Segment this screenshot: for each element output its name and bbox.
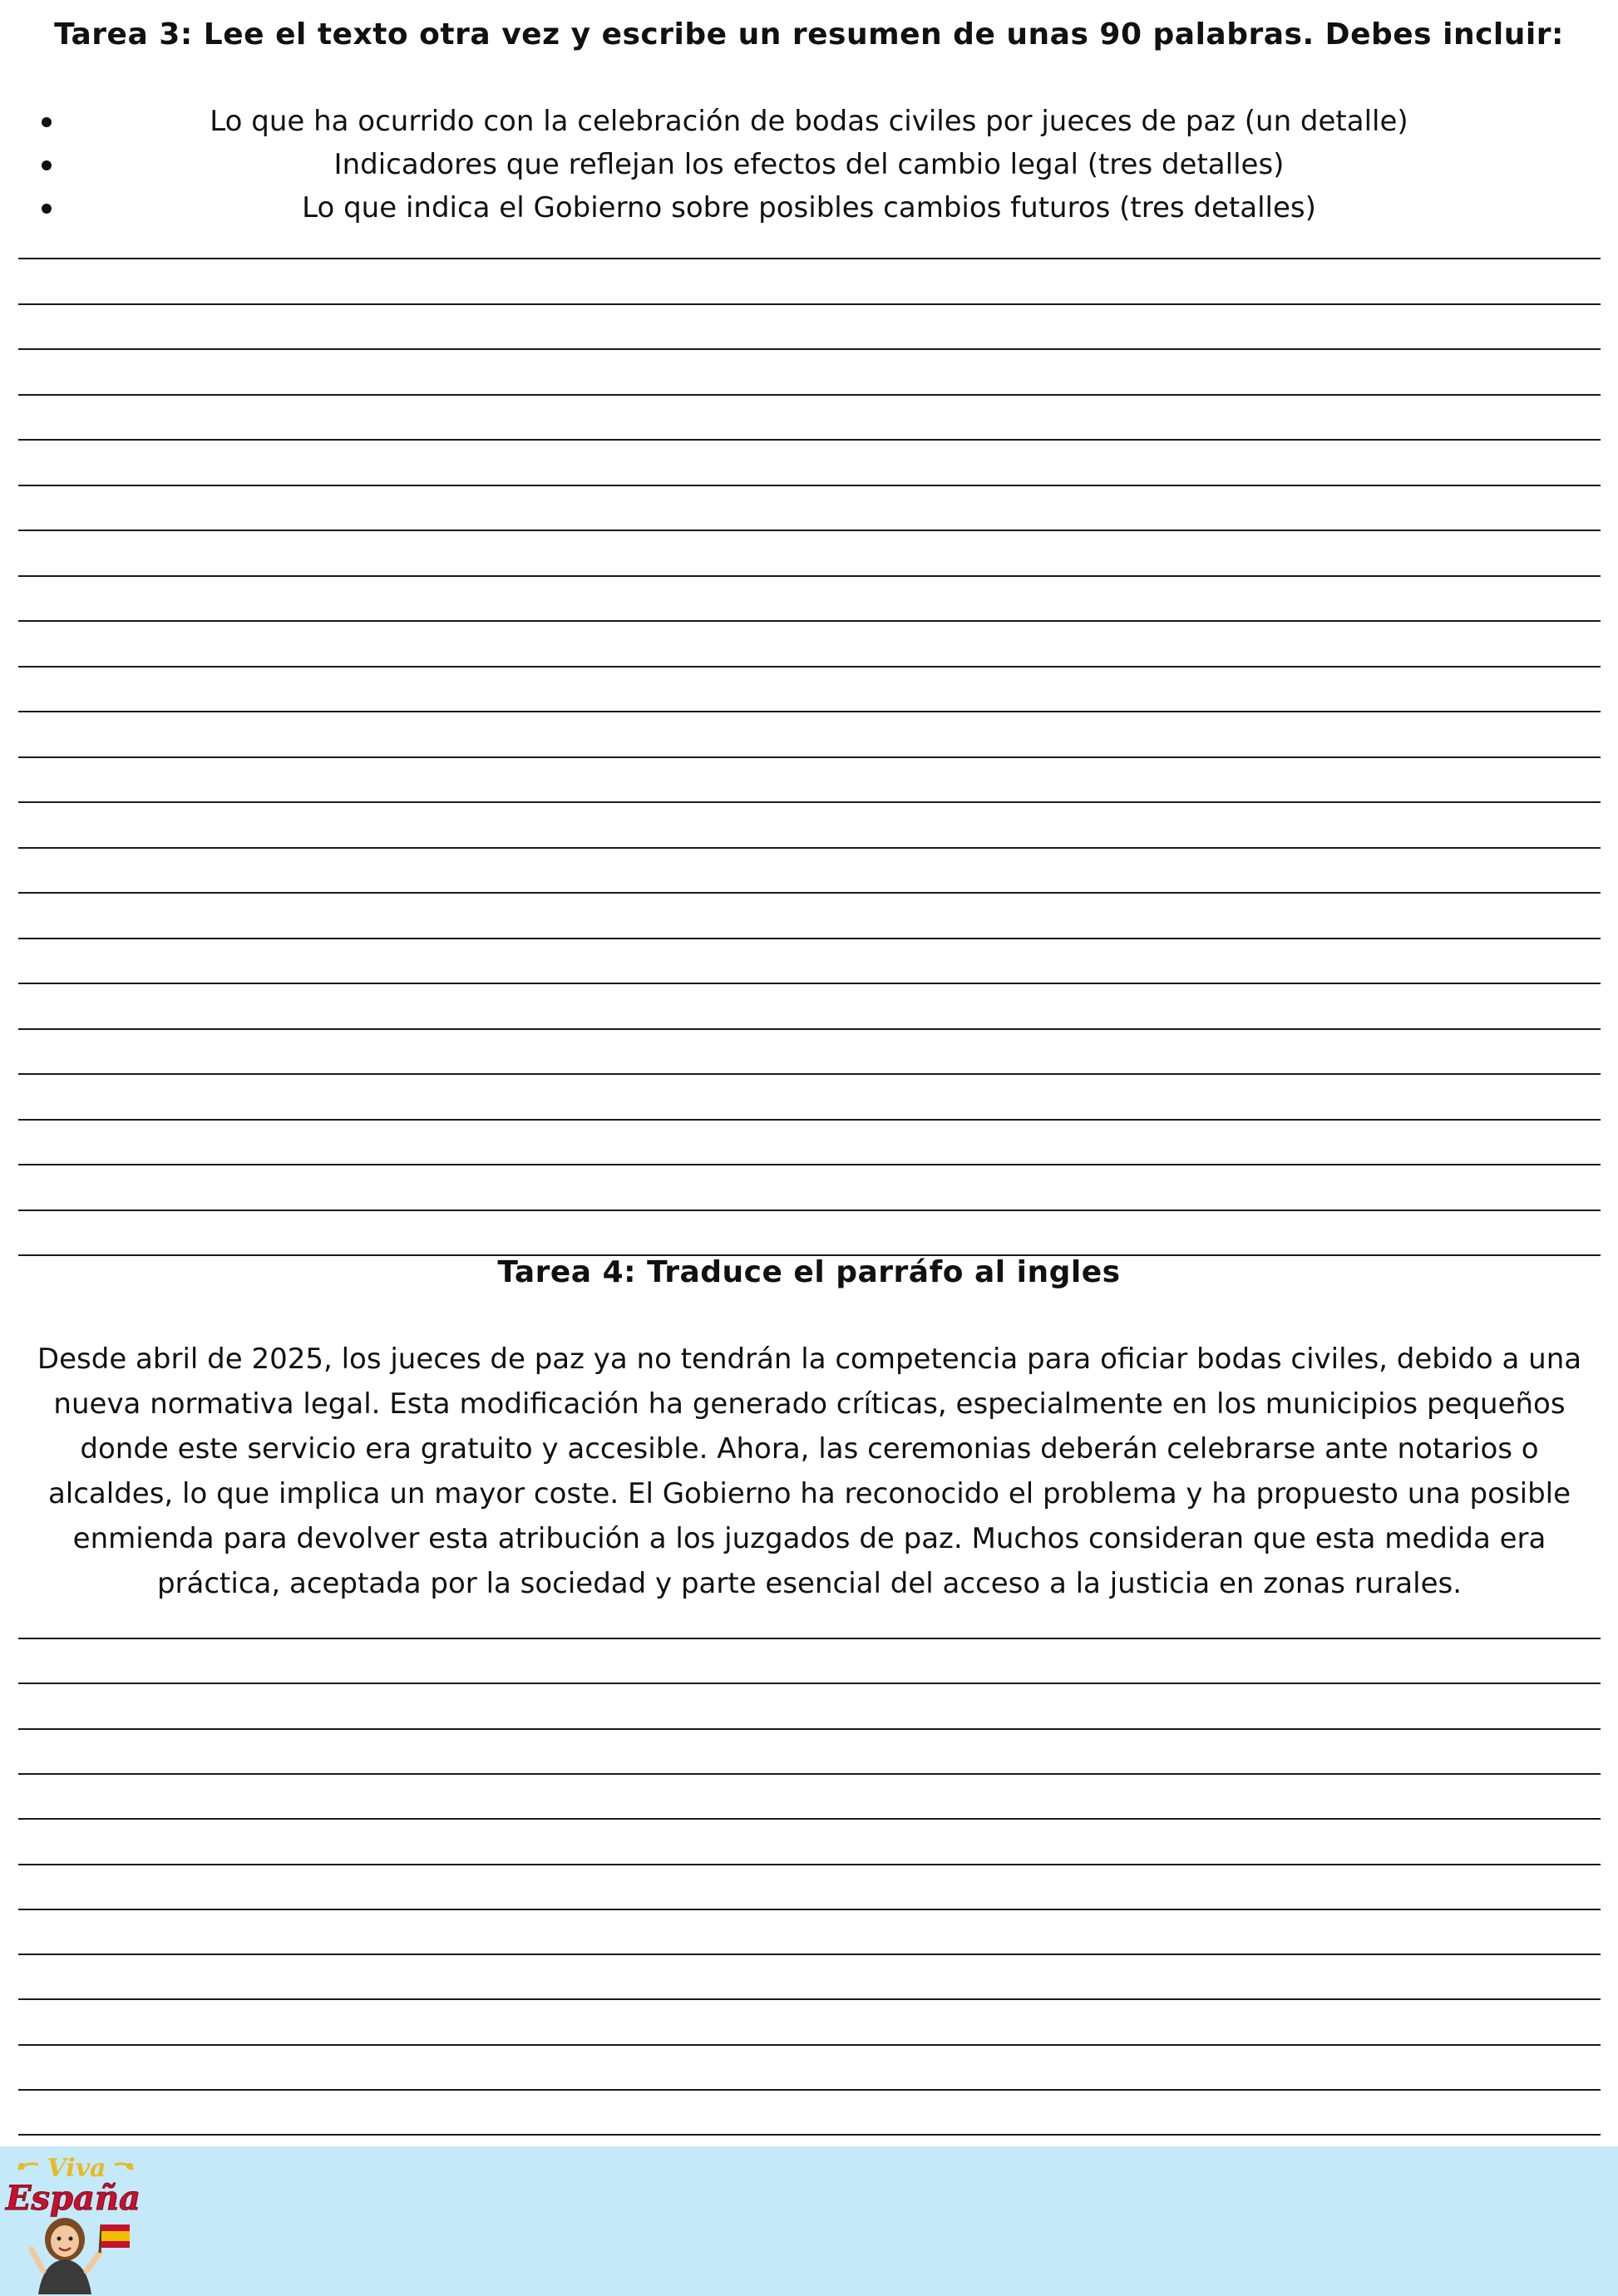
writing-line[interactable] [18,258,1601,259]
writing-line[interactable] [18,983,1601,984]
viva-espana-logo [0,2146,150,2296]
task3-bullet-text: Lo que indica el Gobierno sobre posibles cambios futuros (tres detalles) [302,191,1316,224]
writing-line[interactable] [18,801,1601,803]
writing-line[interactable] [18,530,1601,531]
writing-line[interactable] [18,1210,1601,1211]
writing-line[interactable] [18,756,1601,758]
writing-line[interactable] [18,439,1601,441]
avatar-body-icon [38,2259,91,2294]
task3-heading: Tarea 3: Lee el texto otra vez y escribe un resumen de unas 90 palabras. Debes incluir: [54,17,1564,52]
writing-line[interactable] [18,1773,1601,1775]
writing-line[interactable] [18,1728,1601,1730]
task4-paragraph: Desde abril de 2025, los jueces de paz ya no tendrán la competencia para oficiar bodas civiles, debido a una nueva normativa legal. Esta modificación ha generado críticas, especialmente en los municipios pequeños donde este servicio era gratuito y accesible. Ahora, las ceremonias deberán celebrarse ante notarios o alcaldes, lo que implica un mayor coste. El Gobierno ha reconocido el problema y ha propuesto una posible enmienda para devolver esta atribución a los juzgados de paz. Muchos consideran que esta medida era práctica, aceptada por la sociedad y parte esencial del acceso a la justicia en zonas rurales. [37,1343,1582,1600]
task3-bullet-list [0,100,1618,229]
writing-line[interactable] [18,1998,1601,2000]
writing-line[interactable] [18,2134,1601,2136]
writing-line[interactable] [18,1818,1601,1820]
writing-line[interactable] [18,1119,1601,1121]
footer-band [0,2146,1618,2296]
writing-line[interactable] [18,938,1601,939]
writing-line[interactable] [18,1164,1601,1165]
writing-line[interactable] [18,394,1601,396]
task3-bullet-1 [0,100,1618,143]
writing-line[interactable] [18,348,1601,350]
logo-text-main: España [6,2179,141,2218]
writing-line[interactable] [18,711,1601,712]
writing-line[interactable] [18,1638,1601,1639]
writing-line[interactable] [18,892,1601,894]
writing-line[interactable] [18,2089,1601,2091]
writing-line[interactable] [18,1909,1601,1910]
task3-bullet-text: Lo que ha ocurrido con la celebración de bodas civiles por jueces de paz (un detalle) [210,105,1408,138]
avatar-face-icon [51,2225,79,2257]
task3-bullet-2 [0,143,1618,186]
writing-line[interactable] [18,1954,1601,1955]
bullet-dot-icon [42,117,52,127]
writing-line[interactable] [18,303,1601,305]
writing-line[interactable] [18,2044,1601,2046]
task4-writing-lines[interactable] [18,1638,1601,2136]
writing-line[interactable] [18,575,1601,577]
writing-line[interactable] [18,620,1601,622]
writing-line[interactable] [18,666,1601,668]
bullet-dot-icon [42,204,52,214]
bullet-dot-icon [42,160,52,170]
logo-text-top: Viva [47,2154,106,2183]
writing-line[interactable] [18,485,1601,486]
writing-line[interactable] [18,1864,1601,1865]
writing-line[interactable] [18,1683,1601,1684]
task3-writing-lines[interactable] [18,258,1601,1256]
writing-line[interactable] [18,1073,1601,1075]
task3-bullet-3 [0,186,1618,229]
task4-heading: Tarea 4: Traduce el parráfo al ingles [497,1255,1121,1289]
task3-bullet-text: Indicadores que reflejan los efectos del cambio legal (tres detalles) [333,148,1285,181]
spanish-flag-icon [100,2225,130,2253]
writing-line[interactable] [18,847,1601,849]
writing-line[interactable] [18,1028,1601,1030]
